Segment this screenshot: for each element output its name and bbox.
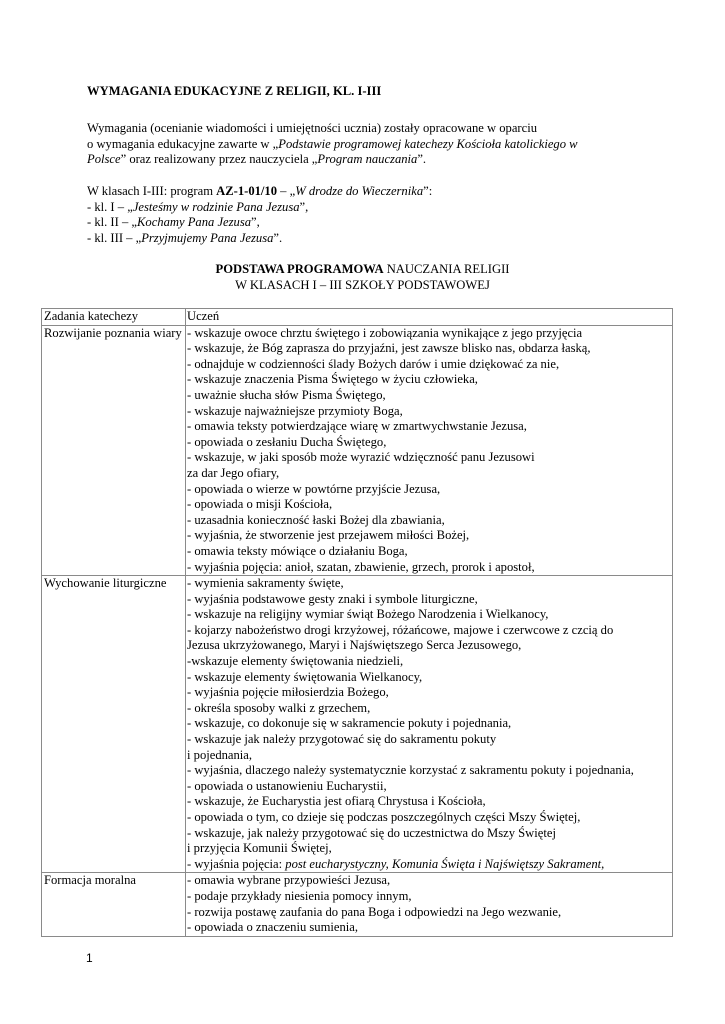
task-cell: Formacja moralna (42, 873, 186, 936)
requirement-text: - wyjaśnia pojęcia: (187, 856, 286, 871)
requirement-line: - omawia teksty potwierdzające wiarę w zmartwychwstanie Jezusa, (187, 419, 527, 434)
requirement-line: - wyjaśnia, że stworzenie jest przejawem miłości Bożej, (187, 528, 470, 543)
intro-text: ”. (417, 152, 427, 167)
requirement-line: - opowiada o ustanowieniu Eucharystii, (187, 778, 387, 793)
requirements-cell (186, 873, 673, 936)
program-item-title: Przyjmujemy Pana Jezusa (141, 230, 274, 245)
requirement-line: i pojednania, (187, 747, 253, 762)
requirement-line: - opowiada o wierze w powtórne przyjście Jezusa, (187, 481, 441, 496)
requirement-line: - wyjaśnia pojęcia: anioł, szatan, zbawienie, grzech, prorok i apostoł, (187, 559, 535, 574)
program-item-title: Kochamy Pana Jezusa (137, 215, 252, 230)
requirement-line: - wyjaśnia, dlaczego należy systematycznie korzystać z sakramentu pokuty i pojednania, (187, 763, 634, 778)
requirement-text: , (601, 856, 605, 871)
program-prefix: W klasach I-III: program (87, 184, 217, 198)
requirements-cell (186, 325, 673, 576)
program-item (87, 215, 647, 231)
table-row (42, 576, 673, 873)
requirement-line: i przyjęcia Komunii Świętej, (187, 841, 332, 856)
requirement-line: - wskazuje najważniejsze przymioty Boga, (187, 403, 403, 418)
task-cell: Wychowanie liturgiczne (42, 576, 186, 873)
intro-line-1: Wymagania (ocenianie wiadomości i umiejętności ucznia) zostały opracowane w oparciu (87, 121, 537, 135)
heading-line-2: W KLASACH I – III SZKOŁY PODSTAWOWEJ (235, 277, 490, 292)
table-header-cell: Uczeń (186, 309, 673, 326)
program-item-prefix: - kl. III – „ (87, 230, 142, 245)
requirement-line: - uzasadnia konieczność łaski Bożej dla zbawiania, (187, 512, 445, 527)
intro-line-3 (87, 152, 647, 168)
requirement-line: - wskazuje, co dokonuje się w sakramencie pokuty i pojednania, (187, 716, 512, 731)
section-heading (0, 262, 725, 293)
curriculum-table (41, 308, 673, 937)
requirement-line: - odnajduje w codzienności ślady Bożych darów i umie dziękować za nie, (187, 356, 560, 371)
requirement-line: - określa sposoby walki z grzechem, (187, 700, 371, 715)
requirement-line: - wskazuje owoce chrztu świętego i zobowiązania wynikające z jego przyjęcia (187, 325, 583, 340)
requirement-line: - rozwija postawę zaufania do pana Boga i odpowiedzi na Jego wezwanie, (187, 904, 562, 919)
requirement-line (187, 857, 670, 873)
program-line (87, 184, 647, 200)
intro-italic: Podstawie programowej katechezy Kościoła katolickiego w (278, 136, 578, 151)
program-name: W drodze do Wieczernika (295, 184, 424, 198)
table-header-cell: Zadania katechezy (42, 309, 186, 326)
requirement-line: - uważnie słucha słów Pisma Świętego, (187, 387, 386, 402)
page-number: 1 (86, 951, 93, 965)
requirement-line: Jezusa ukrzyżowanego, Maryi i Najświętszego Serca Jezusowego, (187, 638, 522, 653)
heading-line-1 (0, 262, 725, 278)
requirement-line: - wskazuje, że Bóg zaprasza do przyjaźni, jest zawsze blisko nas, obdarza łaską, (187, 341, 591, 356)
intro-text: ” oraz realizowany przez nauczyciela „ (120, 152, 318, 167)
requirement-line: - wskazuje na religijny wymiar świąt Bożego Narodzenia i Wielkanocy, (187, 607, 549, 622)
requirement-line: - wskazuje, jak należy przygotować się do uczestnictwa do Mszy Świętej (187, 825, 556, 840)
requirement-line: - wyjaśnia podstawowe gesty znaki i symbole liturgiczne, (187, 591, 478, 606)
table-header-row (42, 309, 673, 326)
requirement-line: - wyjaśnia pojęcie miłosierdzia Bożego, (187, 685, 389, 700)
requirement-line: - omawia teksty mówiące o działaniu Boga, (187, 543, 408, 558)
table-row (42, 873, 673, 936)
program-name-end: ”: (423, 184, 433, 198)
intro-paragraph (87, 121, 647, 168)
program-item-end: ”, (251, 215, 260, 230)
requirement-line: - kojarzy nabożeństwo drogi krzyżowej, różańcowe, majowe i czerwcowe z czcią do (187, 622, 614, 637)
requirement-line: za dar Jego ofiary, (187, 465, 280, 480)
requirement-line: - opowiada o znaczeniu sumienia, (187, 920, 358, 935)
requirement-line: - opowiada o zesłaniu Ducha Świętego, (187, 434, 387, 449)
requirements-list (187, 576, 670, 857)
heading-bold: PODSTAWA PROGRAMOWA (215, 262, 384, 276)
requirement-line: - wskazuje, w jaki sposób może wyrazić wdzięczność panu Jezusowi (187, 450, 535, 465)
program-item (87, 231, 647, 247)
program-item (87, 200, 647, 216)
program-section (87, 184, 647, 246)
program-item-end: ”. (273, 230, 283, 245)
requirement-line: -wskazuje elementy świętowania niedzieli, (187, 654, 404, 669)
requirement-line: - wskazuje jak należy przygotować się do sakramentu pokuty (187, 732, 497, 747)
intro-italic: Polsce (87, 152, 121, 167)
heading-rest: NAUCZANIA RELIGII (383, 262, 510, 276)
task-cell: Rozwijanie poznania wiary (42, 325, 186, 576)
requirement-line: - wskazuje, że Eucharystia jest ofiarą Chrystusa i Kościoła, (187, 794, 486, 809)
requirement-line: - opowiada o tym, co dzieje się podczas poszczególnych części Mszy Świętej, (187, 810, 581, 824)
intro-line-2 (87, 137, 647, 153)
program-item-title: Jesteśmy w rodzinie Pana Jezusa (132, 199, 300, 214)
requirement-line: - wskazuje elementy świętowania Wielkanocy, (187, 669, 423, 684)
program-code: AZ-1-01/10 (216, 184, 278, 198)
requirements-cell (186, 576, 673, 873)
requirement-line: - wymienia sakramenty święte, (187, 576, 344, 591)
document-title: WYMAGANIA EDUKACYJNE Z RELIGII, KL. I-III (87, 84, 382, 98)
intro-italic: Program nauczania (317, 152, 418, 167)
requirement-italic: post eucharystyczny, Komunia Święta i Najświętszy Sakrament (285, 856, 602, 871)
requirement-line: - podaje przykłady niesienia pomocy innym, (187, 888, 412, 903)
intro-text: o wymagania edukacyjne zawarte w „ (87, 136, 279, 151)
requirement-line: - opowiada o misji Kościoła, (187, 497, 333, 512)
program-item-prefix: - kl. II – „ (87, 215, 138, 230)
requirement-line: - wskazuje znaczenia Pisma Świętego w życiu człowieka, (187, 372, 478, 387)
program-item-prefix: - kl. I – „ (87, 199, 133, 214)
program-item-end: ”, (299, 199, 309, 214)
program-dash: – „ (277, 184, 296, 198)
table-row (42, 325, 673, 576)
requirement-line: - omawia wybrane przypowieści Jezusa, (187, 873, 391, 888)
